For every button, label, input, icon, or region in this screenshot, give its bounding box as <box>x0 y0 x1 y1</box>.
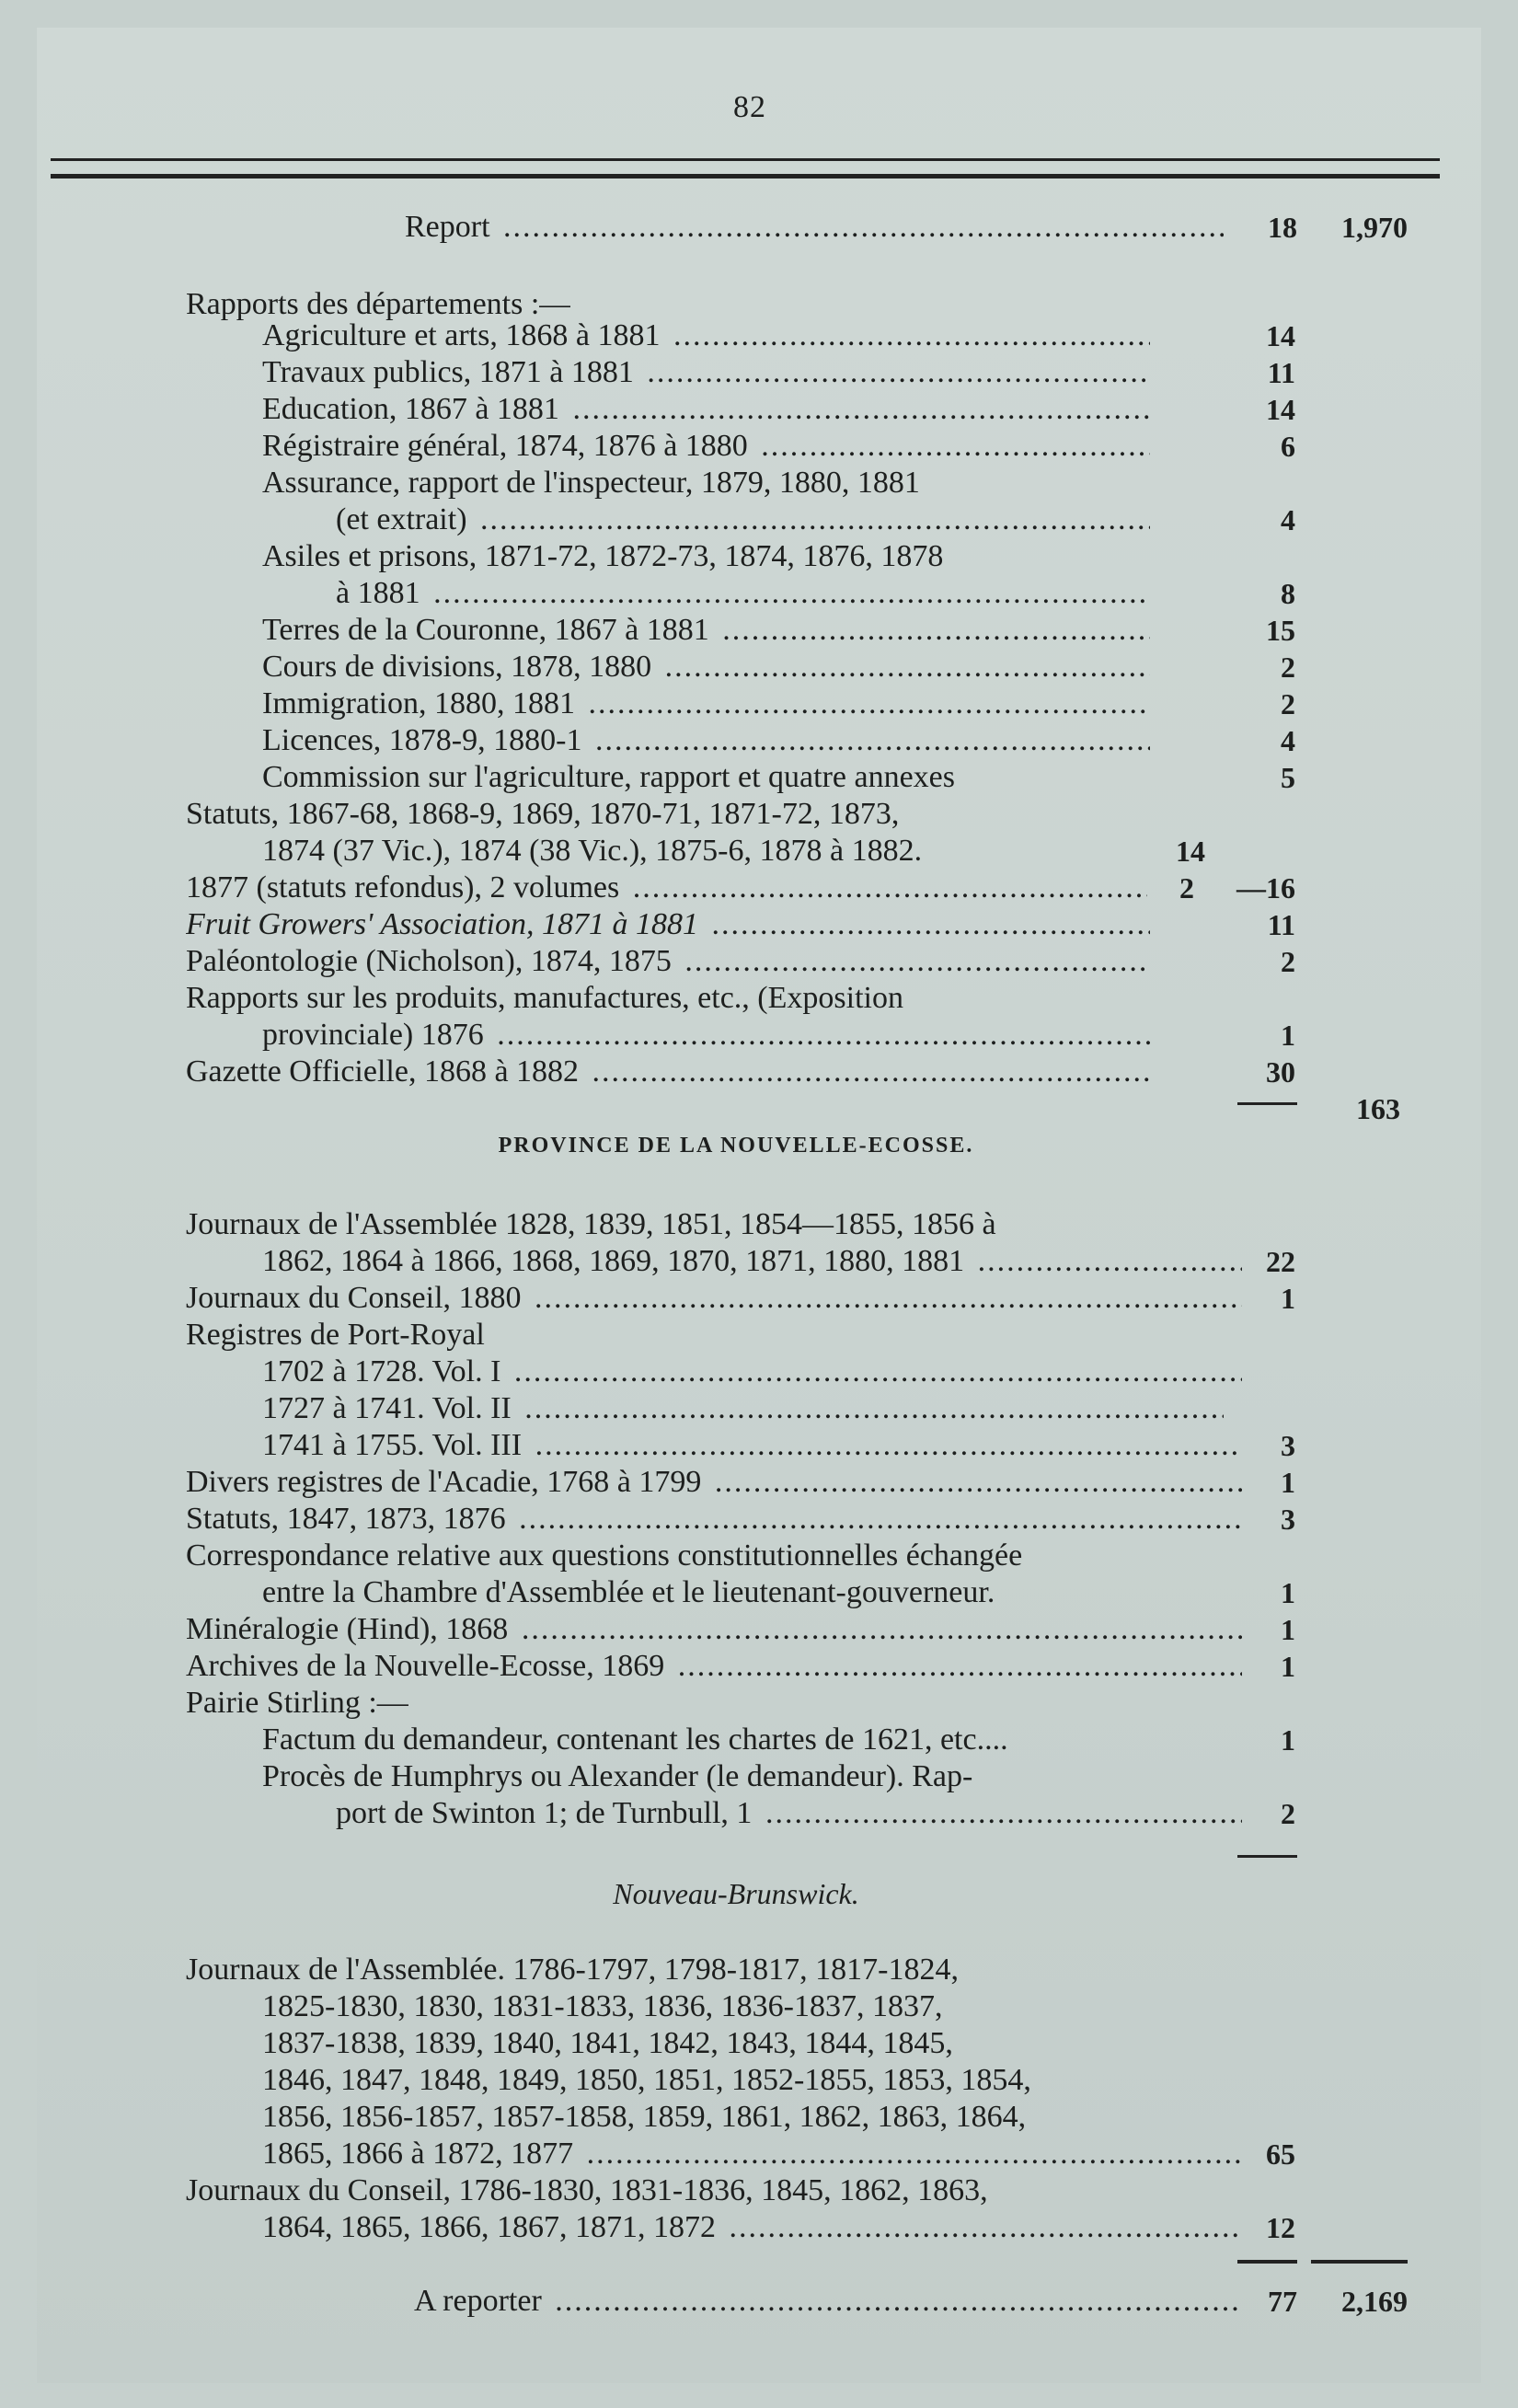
carry-forward-total: 2,169 <box>1341 2285 1408 2318</box>
list-item: Régistraire général, 1874, 1876 à 1880 ..... 6 <box>0 427 1518 466</box>
list-item: Fruit Growers' Association, 1871 à 1881 ..... 11 <box>0 905 1518 944</box>
subtotal-row <box>0 1089 1518 1128</box>
list-item: Travaux publics, 1871 à 1881 ..... 11 <box>0 353 1518 392</box>
section-heading-nouveau-brunswick: Nouveau-Brunswick. <box>613 1877 859 1910</box>
list-item: 1727 à 1741. Vol. II ..... <box>0 1389 1518 1428</box>
list-item: Procès de Humphrys ou Alexander (le demandeur). Rap- <box>262 1759 973 1793</box>
list-item: Licences, 1878-9, 1880-1 ..... 4 <box>0 721 1518 760</box>
list-item: Rapports sur les produits, manufactures, etc., (Exposition <box>186 981 903 1015</box>
report-count: 18 <box>1268 211 1297 244</box>
list-item: Registres de Port-Royal <box>186 1318 485 1352</box>
list-item: 1825-1830, 1830, 1831-1833, 1836, 1836-1837, 1837, <box>262 1989 943 2023</box>
list-item: 1862, 1864 à 1866, 1868, 1869, 1870, 1871, 1880, 1881 ..... 22 <box>0 1242 1518 1281</box>
list-item: Terres de la Couronne, 1867 à 1881 ..... 15 <box>0 611 1518 650</box>
list-item: Immigration, 1880, 1881 ..... 2 <box>0 685 1518 723</box>
subtotal-value: 163 <box>1356 1092 1400 1125</box>
list-item: 1874 (37 Vic.), 1874 (38 Vic.), 1875-6, 1878 à 1882. 14 <box>262 834 1205 868</box>
list-item: Archives de la Nouvelle-Ecosse, 1869 ..... 1 <box>0 1647 1518 1686</box>
list-item: 1741 à 1755. Vol. III ..... 3 <box>0 1426 1518 1465</box>
list-item: Paléontologie (Nicholson), 1874, 1875 ..... 2 <box>0 942 1518 981</box>
list-item: 1865, 1866 à 1872, 1877 ..... 65 <box>0 2135 1518 2173</box>
list-item: Divers registres de l'Acadie, 1768 à 1799 ..... 1 <box>0 1463 1518 1502</box>
list-item: Journaux de l'Assemblée. 1786-1797, 1798-1817, 1817-1824, <box>186 1953 959 1987</box>
carry-forward-count: 77 <box>1268 2285 1297 2318</box>
list-item: port de Swinton 1; de Turnbull, 1 ..... 2 <box>0 1794 1518 1833</box>
report-label: Report <box>405 210 490 244</box>
list-item: Factum du demandeur, contenant les chartes de 1621, etc.... 1 <box>262 1722 1295 1757</box>
total-rule-right <box>1311 2260 1408 2264</box>
list-item: Agriculture et arts, 1868 à 1881 ..... 14 <box>0 317 1518 355</box>
list-item: Journaux du Conseil, 1880 ..... 1 <box>0 1279 1518 1318</box>
list-item: 1877 (statuts refondus), 2 volumes ..... 2 —16 <box>0 869 1518 907</box>
list-item: Statuts, 1867-68, 1868-9, 1869, 1870-71, 1871-72, 1873, <box>186 797 900 831</box>
list-item: 1846, 1847, 1848, 1849, 1850, 1851, 1852-1855, 1853, 1854, <box>262 2063 1031 2097</box>
list-item: Journaux du Conseil, 1786-1830, 1831-1836, 1845, 1862, 1863, <box>186 2173 988 2207</box>
report-row <box>0 208 1518 247</box>
list-item: provinciale) 1876 ..... 1 <box>0 1016 1518 1054</box>
list-item: 1702 à 1728. Vol. I ..... <box>0 1353 1518 1391</box>
page-number: 82 <box>733 90 766 124</box>
list-item: 1856, 1856-1857, 1857-1858, 1859, 1861, 1862, 1863, 1864, <box>262 2100 1027 2134</box>
section-heading-nouvelle-ecosse: PROVINCE DE LA NOUVELLE-ECOSSE. <box>498 1134 974 1158</box>
carry-forward-row <box>0 2282 1518 2321</box>
list-item: Cours de divisions, 1878, 1880 ..... 2 <box>0 648 1518 686</box>
carry-forward-label: A reporter <box>414 2284 542 2318</box>
list-item: 1837-1838, 1839, 1840, 1841, 1842, 1843, 1844, 1845, <box>262 2026 953 2060</box>
list-item: Journaux de l'Assemblée 1828, 1839, 1851, 1854—1855, 1856 à <box>186 1207 996 1241</box>
list-item: Commission sur l'agriculture, rapport et quatre annexes 5 <box>262 760 1295 794</box>
list-item: Asiles et prisons, 1871-72, 1872-73, 1874, 1876, 1878 <box>262 539 944 573</box>
report-total: 1,970 <box>1341 211 1408 244</box>
list-item: entre la Chambre d'Assemblée et le lieutenant-gouverneur. 1 <box>262 1575 1295 1609</box>
total-rule-left <box>1237 2260 1297 2264</box>
list-item: Gazette Officielle, 1868 à 1882 ..... 30 <box>0 1053 1518 1091</box>
list-item: (et extrait) ..... 4 <box>0 501 1518 539</box>
list-item: Pairie Stirling :— <box>186 1686 408 1720</box>
list-item: Statuts, 1847, 1873, 1876 ..... 3 <box>0 1500 1518 1538</box>
list-item: Education, 1867 à 1881 ..... 14 <box>0 390 1518 429</box>
rapports-heading: Rapports des départements :— <box>186 287 571 321</box>
list-item: à 1881 ..... 8 <box>0 574 1518 613</box>
list-item: Minéralogie (Hind), 1868 ..... 1 <box>0 1610 1518 1649</box>
list-item: Assurance, rapport de l'inspecteur, 1879, 1880, 1881 <box>262 466 920 500</box>
list-item: Correspondance relative aux questions constitutionnelles échangée <box>186 1538 1023 1573</box>
header-double-rule <box>51 158 1440 179</box>
list-item: 1864, 1865, 1866, 1867, 1871, 1872 ..... 12 <box>0 2208 1518 2247</box>
section-end-rule <box>1237 1855 1297 1858</box>
